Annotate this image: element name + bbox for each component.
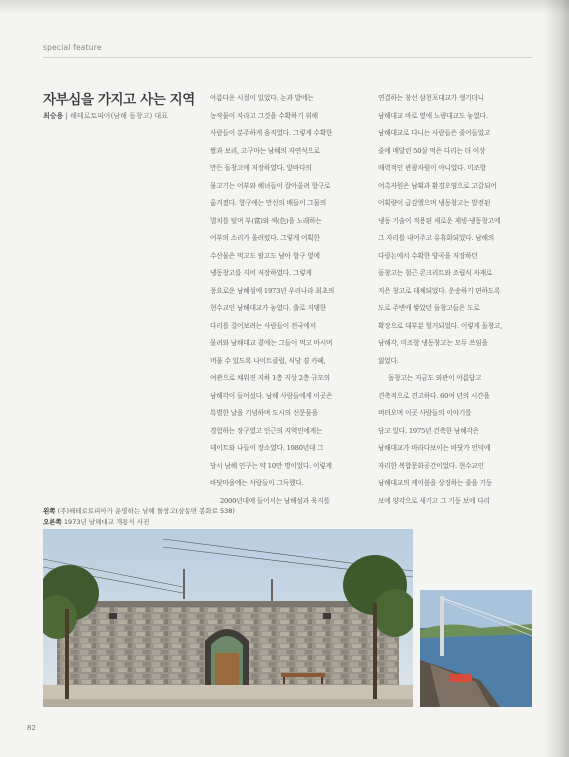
body-line: 사람들이 분주하게 움직였다. 그렇게 수확한 [210, 129, 333, 137]
body-line: 보에 양각으로 새기고 그 기둥 보에 다리 [378, 496, 490, 505]
body-line: 몰려와 남해대교 곁에는 그들이 먹고 마시며 [210, 339, 333, 347]
body-line: 특별한 날을 기념하며 도시의 신문물을 [210, 409, 318, 417]
body-line: 담고 있다. 1975년 건축한 남해각은 [378, 426, 479, 435]
body-line: 다리를 걸어보려는 사람들이 전국에서 [210, 321, 316, 330]
body-line: 연결하는 창선 삼천포대교가 생기더니 [378, 94, 484, 102]
body-line: 남해대교 바로 옆에 노량대교도 놓였다. [378, 111, 488, 120]
body-line: 2000년대에 들어서는 남해섬과 육지를 [220, 496, 330, 505]
stone-warehouse-photo [43, 529, 413, 707]
body-line: 견축적으로 견고하다. 60여 년의 시간을 [378, 391, 490, 400]
body-line: 만든 돌창고에 저장하였다. 앞바다의 [210, 164, 312, 172]
bridge-opening-photo [420, 590, 532, 707]
body-line: 당시 남해 인구는 약 10만 명이었다. 이렇게 [210, 461, 332, 470]
body-line: 남해각, 미조항 냉동창고는 모두 쓰임을 [378, 339, 488, 347]
body-line: 여관으로 채워진 지하 1층 지상 2층 규모의 [210, 374, 330, 382]
caption-right-key: 오른쪽 [43, 518, 62, 526]
body-line: 물고기는 어부와 해녀들이 잡아올려 항구로 [210, 181, 331, 190]
page-top-shadow [0, 0, 569, 14]
body-line: 바닷마을에는 사람들이 그득했다. [210, 479, 304, 487]
bridge-opening-illustration [420, 590, 532, 707]
body-line: 남해대교로 다니는 사람들은 줄어들었고 [378, 129, 491, 137]
body-line: 농작물이 자라고 그것을 수확하기 위해 [210, 111, 318, 120]
caption-right [43, 517, 235, 528]
stone-warehouse-illustration [43, 529, 413, 707]
body-line: 버텨오며 이곳 사람들의 이야기를 [378, 409, 472, 417]
body-column-1 [210, 90, 356, 510]
body-line: 다랑논에서 수확한 양곡을 저장하던 [378, 251, 478, 260]
body-line: 돌창고는 지금도 외관이 아름답고 [388, 374, 482, 382]
body-line: 아름다운 시절이 있었다. 논과 밭에는 [210, 94, 314, 102]
body-line: 그 자리를 내어주고 유휴화되었다. 남해의 [378, 234, 495, 242]
author-affiliation: | 해테로토피아(남해 돌창고) 대표 [65, 112, 168, 120]
body-line: 경험하는 장구였고 인근의 지역민에게는 [210, 426, 323, 435]
body-line: 줄에 매달린 50살 먹은 다리는 더 이상 [378, 146, 486, 155]
article-byline [43, 111, 168, 121]
body-line: 옮겨졌다. 항구에는 만선의 배들이 그물의 [210, 199, 327, 207]
body-line: 어획량이 급감했으며 냉동창고는 발전된 [378, 199, 491, 207]
body-line: 멸치를 털며 부(富)와 색(色)을 노래하는 [210, 216, 322, 225]
body-line: 어부의 소리가 울려펐다. 그렇게 어획한 [210, 234, 320, 242]
caption-left [43, 506, 235, 517]
body-line: 남해각이 들어섰다. 남해 사람들에게 이곳은 [210, 391, 333, 400]
author-name: 최승용 [43, 112, 64, 120]
body-line: 매력적인 관광자원이 아니었다. 미조항 [378, 164, 486, 172]
body-line: 냉동 기술이 적용된 새로운 제빙·냉동창고에 [378, 216, 501, 225]
body-line: 수산물은 먹고도 팔고도 남아 항구 옆에 [210, 251, 320, 260]
article-title: 자부심을 가지고 사는 지역 [43, 92, 195, 108]
body-line: 데이트와 나들이 장소였다. 1980년대 그 [210, 444, 324, 452]
body-line: 풍요로운 남해섬에 1973년 우리나라 최초의 [210, 286, 335, 295]
body-line: 어촉자원은 남획과 환경오염으로 고갈되어 [378, 181, 497, 190]
body-line: 현수교인 남해대교가 놓였다. 출로 지탱한 [210, 304, 327, 312]
caption-left-text: (주)헤테로토피아가 운영하는 남해 돌창고(삼동면 봉화로 538) [57, 507, 235, 515]
body-line: 남해대교의 케이블을 상징하는 줄을 기둥 [378, 479, 493, 487]
body-line: 확장으로 대부분 헐거되었다. 이렇게 돌창고, [378, 321, 503, 330]
body-line: 자리한 복합문화공간이었다. 현수교인 [378, 461, 484, 470]
body-line: 남해대교가 바라다보이는 바닷가 언덕에 [378, 444, 491, 452]
body-line: 머물 수 있도록 나이트클럽, 식당 겸 카페, [210, 356, 326, 365]
page-number: 82 [27, 724, 36, 732]
section-label: special feature [43, 43, 102, 52]
body-line: 냉동창고를 지어 저장하였다. 그렇게 [210, 269, 312, 277]
body-column-2 [378, 90, 524, 510]
body-line: 도로 주변에 쌓았던 돌창고들은 도로 [378, 304, 480, 312]
photo-captions [43, 506, 235, 528]
caption-left-key: 왼쪽 [43, 507, 56, 515]
body-line: 돌창고는 철근 콘크리트와 조립식 자재로 [378, 269, 493, 277]
page-fold-shadow [543, 0, 569, 757]
body-line: 잃었다. [378, 356, 399, 365]
section-divider [43, 57, 532, 58]
caption-right-text: 1973년 남해대교 개통식 사진 [63, 518, 150, 526]
body-line: 쌀과 보리, 고구마는 남해의 자연석으로 [210, 146, 320, 155]
body-line: 지은 창고로 대체되었다. 운송하기 편하도록 [378, 286, 501, 295]
